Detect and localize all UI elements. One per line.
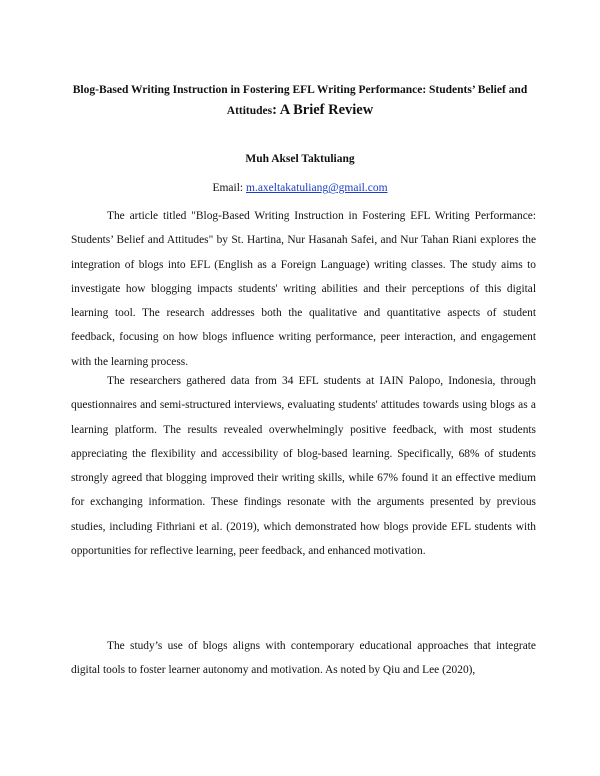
body-paragraph-1: The article titled "Blog-Based Writing Instruction in Fostering EFL Writing Performance: Students’ Belief and Attitudes" by St. Hartina, Nur Hasanah Safei, and Nur Tahan Riani explores the integration of blogs into EFL (English as a Foreign Language) writing classes. The study aims to investigate how blogging impacts students' writing abilities and their perceptions of this digital learning tool. The research addresses both the qualitative and quantitative aspects of student feedback, focusing on how blogs influence writing performance, peer interaction, and engagement with the learning process. (71, 210, 536, 368)
document-title (60, 80, 540, 121)
author-email-line (0, 181, 600, 195)
email-link[interactable]: m.axeltakatuliang@gmail.com (246, 182, 388, 194)
body-paragraph-3: The study’s use of blogs aligns with contemporary educational approaches that integrate digital tools to foster learner autonomy and motivation. As noted by Qiu and Lee (2020), (71, 640, 536, 677)
title-main-text: Blog-Based Writing Instruction in Fostering EFL Writing Performance: Students’ Belief and Attitudes (72, 84, 528, 117)
author-name: Muh Aksel Taktuliang (245, 153, 355, 165)
email-label: Email: (212, 182, 246, 194)
title-subtitle-text: : A Brief Review (272, 102, 374, 118)
body-paragraph-2: The researchers gathered data from 34 EFL students at IAIN Palopo, Indonesia, through questionnaires and semi-structured interviews, evaluating students' attitudes towards using blogs as a learning platform. The results revealed overwhelmingly positive feedback, with most students appreciating the flexibility and accessibility of blog-based learning. Specifically, 68% of students strongly agreed that blogging improved their writing skills, while 67% found it an effective medium for exchanging information. These findings resonate with the arguments presented by previous studies, including Fithriani et al. (2019), which demonstrated how blogs provide EFL students with opportunities for reflective learning, peer feedback, and enhanced motivation. (71, 375, 536, 558)
